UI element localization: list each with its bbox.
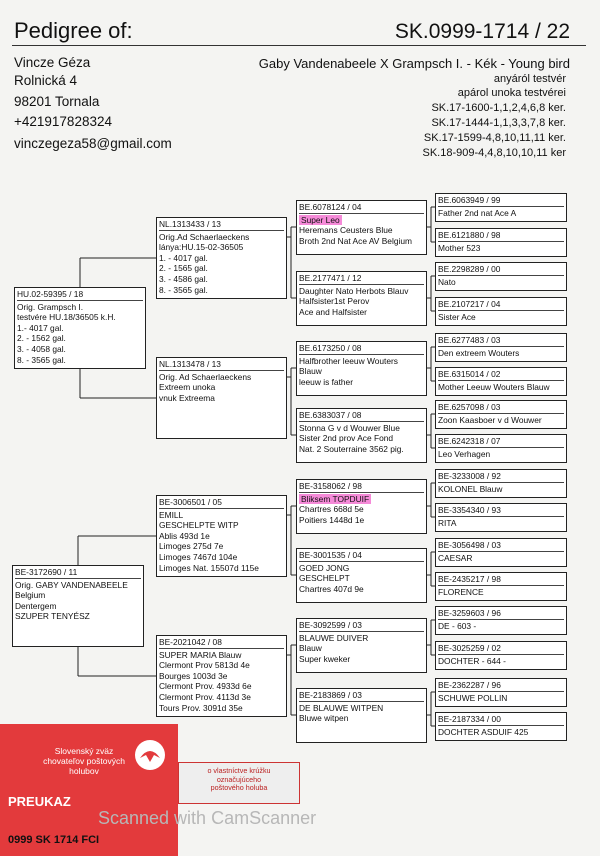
great-grandparent-ring: BE-3001535 / 04 bbox=[299, 550, 362, 560]
grandparent-line: 8. - 3565 gal. bbox=[159, 284, 208, 295]
card-line1: Slovenský zväz bbox=[54, 746, 114, 756]
ancestor-box bbox=[435, 538, 567, 567]
grandparent-ring: BE-3006501 / 05 bbox=[159, 497, 222, 507]
great-grandparent-box bbox=[296, 271, 427, 326]
ancestor-ring: BE-3354340 / 93 bbox=[438, 505, 501, 515]
grandparent-line: Orig. Ad Schaerlaeckens bbox=[159, 371, 252, 382]
great-grandparent-line: Chartres 407d 9e bbox=[299, 583, 364, 594]
grandparent-box bbox=[156, 217, 287, 299]
great-grandparent-ring: BE.6173250 / 08 bbox=[299, 343, 362, 353]
ancestor-ring: BE-2435217 / 98 bbox=[438, 574, 501, 584]
great-grandparent-line: Halfbrother leeuw Wouters bbox=[299, 355, 398, 366]
ancestor-box bbox=[435, 678, 567, 707]
grandparent-line: vnuk Extreema bbox=[159, 392, 215, 403]
info-line: SK.18-909-4,4,8,10,10,11 ker bbox=[422, 147, 566, 159]
great-grandparent-box bbox=[296, 479, 427, 534]
ancestor-ring: BE-2362287 / 96 bbox=[438, 680, 501, 690]
great-grandparent-line: Blauw bbox=[299, 366, 322, 377]
card-label: PREUKAZ bbox=[8, 794, 71, 809]
ancestor-ring: BE.6121880 / 98 bbox=[438, 230, 501, 240]
card-number: 0999 SK 1714 FCI bbox=[8, 834, 100, 846]
ancestor-text: FLORENCE bbox=[438, 586, 484, 597]
owner-phone: +421917828324 bbox=[14, 114, 112, 129]
sire-ring: HU.02-59395 / 18 bbox=[17, 289, 84, 299]
great-grandparent-line: Nat. 2 Souterraine 3562 pig. bbox=[299, 443, 404, 454]
ownership-label bbox=[178, 762, 300, 804]
great-grandparent-line: Daughter Nato Herbots Blauv bbox=[299, 285, 409, 296]
great-grandparent-box bbox=[296, 688, 427, 743]
ownership-line3: poštového holuba bbox=[210, 783, 268, 792]
ancestor-text: DOCHTER ASDUIF 425 bbox=[438, 726, 529, 737]
owner-name: Vincze Géza bbox=[14, 55, 91, 70]
lineage-line: Gaby Vandenabeele X Grampsch I. - Kék - Young bird bbox=[258, 56, 570, 71]
sire-box bbox=[14, 287, 146, 369]
ancestor-ring: BE.6315014 / 02 bbox=[438, 369, 501, 379]
info-line: SK.17-1600-1,1,2,4,6,8 ker. bbox=[431, 102, 566, 114]
grandparent-box bbox=[156, 635, 287, 717]
great-grandparent-line: GESCHELPT bbox=[299, 573, 350, 584]
great-grandparent-line: Chartres 668d 5e bbox=[299, 504, 364, 515]
great-grandparent-line: Stonna G v d Wouwer Blue bbox=[299, 422, 400, 433]
ancestor-ring: BE-3056498 / 03 bbox=[438, 540, 501, 550]
ancestor-text: Nato bbox=[438, 276, 456, 287]
grandparent-line: 1. - 4017 gal. bbox=[159, 252, 208, 263]
great-grandparent-ring: BE.6383037 / 08 bbox=[299, 410, 362, 420]
grandparent-line: lánya:HU.15-02-36505 bbox=[159, 242, 244, 253]
grandparent-box bbox=[156, 357, 287, 439]
ancestor-text: Father 2nd nat Ace A bbox=[438, 207, 517, 218]
highlighted-name: Super Leo bbox=[301, 214, 340, 225]
info-line: SK.17-1444-1,1,3,3,7,8 ker. bbox=[431, 117, 566, 129]
watermark: Scanned with CamScanner bbox=[98, 808, 317, 828]
grandparent-line: Clermont Prov. 4933d 6e bbox=[159, 681, 252, 692]
owner-city: 98201 Tornala bbox=[14, 94, 100, 109]
ancestor-ring: BE-3233008 / 92 bbox=[438, 471, 501, 481]
dam-line: Dentergem bbox=[15, 600, 57, 611]
ownership-line2: označujúceho bbox=[216, 774, 262, 784]
grandparent-line: Limoges 275d 7e bbox=[159, 541, 224, 552]
ancestor-text: Sister Ace bbox=[438, 311, 476, 322]
grandparent-ring: NL.1313433 / 13 bbox=[159, 219, 221, 229]
ancestor-box bbox=[435, 297, 567, 326]
grandparent-line: Orig.Ad Schaerlaeckens bbox=[159, 231, 250, 242]
ancestor-ring: BE.6063949 / 99 bbox=[438, 195, 501, 205]
ancestor-box bbox=[435, 262, 567, 291]
ancestor-ring: BE.2298289 / 00 bbox=[438, 264, 501, 274]
grandparent-line: Clermont Prov. 4113d 3e bbox=[159, 691, 251, 702]
ancestor-text: Den extreem Wouters bbox=[438, 347, 520, 358]
grandparent-line: Limoges 7467d 104e bbox=[159, 551, 238, 562]
sire-line: 3. - 4058 gal. bbox=[17, 343, 66, 354]
great-grandparent-line: Blauw bbox=[299, 643, 322, 654]
ancestor-text: CAESAR bbox=[438, 552, 473, 563]
ancestor-ring: BE-3259603 / 96 bbox=[438, 608, 501, 618]
grandparent-line: Ablis 493d 1e bbox=[159, 530, 210, 541]
great-grandparent-line: Super kweker bbox=[299, 653, 351, 664]
ancestor-text: Zoon Kaasboer v d Wouwer bbox=[438, 414, 542, 425]
ancestor-box bbox=[435, 606, 567, 635]
ancestor-box bbox=[435, 228, 567, 257]
highlighted-name: Bliksem TOPDUIF bbox=[301, 493, 370, 504]
ancestor-text: SCHUWE POLLIN bbox=[438, 692, 508, 703]
sire-line: Orig. Grampsch I. bbox=[17, 301, 84, 312]
great-grandparent-line: Heremans Ceusters Blue bbox=[299, 225, 393, 236]
great-grandparent-box bbox=[296, 200, 427, 255]
ancestor-text: RITA bbox=[438, 517, 457, 528]
ancestor-box bbox=[435, 400, 567, 429]
grandparent-line: SUPER MARIA Blauw bbox=[159, 649, 242, 660]
info-line: anyáról testvér bbox=[493, 73, 566, 85]
great-grandparent-ring: BE.6078124 / 04 bbox=[299, 202, 362, 212]
great-grandparent-ring: BE-3158062 / 98 bbox=[299, 481, 362, 491]
page-title: Pedigree of: bbox=[14, 18, 133, 43]
ownership-line1: o vlastníctve krúžku bbox=[207, 766, 271, 775]
grandparent-line: Extreem unoka bbox=[159, 382, 216, 393]
grandparent-box bbox=[156, 495, 287, 577]
great-grandparent-line: GOED JONG bbox=[299, 562, 350, 573]
great-grandparent-line: DE BLAUWE WITPEN bbox=[299, 702, 384, 713]
ancestor-text: Mother 523 bbox=[438, 242, 481, 253]
ancestor-ring: BE.6277483 / 03 bbox=[438, 335, 501, 345]
ancestor-text: Leo Verhagen bbox=[438, 448, 491, 459]
ancestor-text: DOCHTER - 644 - bbox=[438, 655, 506, 666]
grandparent-line: 2. - 1565 gal. bbox=[159, 263, 208, 274]
grandparent-line: 3. - 4586 gal. bbox=[159, 273, 208, 284]
info-line: apárol unoka testvérei bbox=[457, 87, 566, 99]
dam-ring: BE-3172690 / 11 bbox=[15, 567, 78, 577]
ancestor-ring: BE.6242318 / 07 bbox=[438, 436, 501, 446]
grandparent-ring: BE-2021042 / 08 bbox=[159, 637, 222, 647]
sire-line: 8. - 3565 gal. bbox=[17, 354, 66, 365]
grandparent-line: Limoges Nat. 15507d 115e bbox=[159, 562, 259, 573]
ancestor-box bbox=[435, 503, 567, 532]
grandparent-ring: NL.1313478 / 13 bbox=[159, 359, 221, 369]
great-grandparent-line: BLAUWE DUIVER bbox=[299, 632, 369, 643]
ring-number: SK.0999-1714 / 22 bbox=[394, 20, 570, 43]
sire-line: 2. - 1562 gal. bbox=[17, 333, 66, 344]
ancestor-ring: BE.6257098 / 03 bbox=[438, 402, 501, 412]
dam-line: Orig. GABY VANDENABEELE bbox=[15, 579, 128, 590]
ancestor-box bbox=[435, 333, 567, 362]
great-grandparent-line: Halfsister1st Perov bbox=[299, 296, 370, 307]
grandparent-line: Bourges 1003d 3e bbox=[159, 670, 228, 681]
card-line2: chovateľov poštových holubov bbox=[43, 756, 125, 776]
federation-logo-icon bbox=[132, 738, 168, 772]
ring-card bbox=[0, 724, 178, 856]
great-grandparent-line: Poitiers 1448d 1e bbox=[299, 514, 365, 525]
ancestor-box bbox=[435, 367, 567, 396]
grandparent-line: EMILL bbox=[159, 509, 184, 520]
info-line: SK.17-1599-4,8,10,11,11 ker. bbox=[423, 132, 566, 144]
grandparent-line: Clermont Prov 5813d 4e bbox=[159, 660, 250, 671]
dam-line: Belgium bbox=[15, 590, 46, 601]
great-grandparent-line: Bluwe witpen bbox=[299, 713, 349, 724]
ancestor-text: KOLONEL Blauw bbox=[438, 483, 503, 494]
owner-street: Rolnická 4 bbox=[14, 73, 78, 88]
ancestor-box bbox=[435, 469, 567, 498]
ancestor-box bbox=[435, 712, 567, 741]
great-grandparent-line: Broth 2nd Nat Ace AV Belgium bbox=[299, 235, 412, 246]
great-grandparent-line: Ace and Halfsister bbox=[299, 306, 367, 317]
great-grandparent-box bbox=[296, 408, 427, 463]
ancestor-ring: BE.2107217 / 04 bbox=[438, 299, 501, 309]
ancestor-text: DE - 603 - bbox=[438, 620, 477, 631]
ancestor-box bbox=[435, 193, 567, 222]
ancestor-box bbox=[435, 641, 567, 670]
sire-line: testvére HU.18/36505 k.H. bbox=[17, 312, 116, 323]
owner-email: vinczegeza58@gmail.com bbox=[14, 136, 172, 151]
great-grandparent-line: Sister 2nd prov Ace Fond bbox=[299, 433, 394, 444]
ancestor-ring: BE-2187334 / 00 bbox=[438, 714, 501, 724]
dam-line: SZUPER TENYÉSZ bbox=[15, 611, 90, 622]
ancestor-box bbox=[435, 434, 567, 463]
great-grandparent-ring: BE-2183869 / 03 bbox=[299, 690, 362, 700]
grandparent-line: GESCHELPTE WITP bbox=[159, 520, 239, 531]
ancestor-ring: BE-3025259 / 02 bbox=[438, 643, 501, 653]
dam-box bbox=[12, 565, 144, 647]
great-grandparent-ring: BE-3092599 / 03 bbox=[299, 620, 362, 630]
ancestor-text: Mother Leeuw Wouters Blauw bbox=[438, 381, 550, 392]
great-grandparent-box bbox=[296, 618, 427, 673]
ancestor-box bbox=[435, 572, 567, 601]
great-grandparent-ring: BE.2177471 / 12 bbox=[299, 273, 362, 283]
grandparent-line: Tours Prov. 3091d 35e bbox=[159, 702, 243, 713]
sire-line: 1.- 4017 gal. bbox=[17, 322, 64, 333]
great-grandparent-line: leeuw is father bbox=[299, 376, 353, 387]
great-grandparent-box bbox=[296, 341, 427, 396]
great-grandparent-box bbox=[296, 548, 427, 603]
